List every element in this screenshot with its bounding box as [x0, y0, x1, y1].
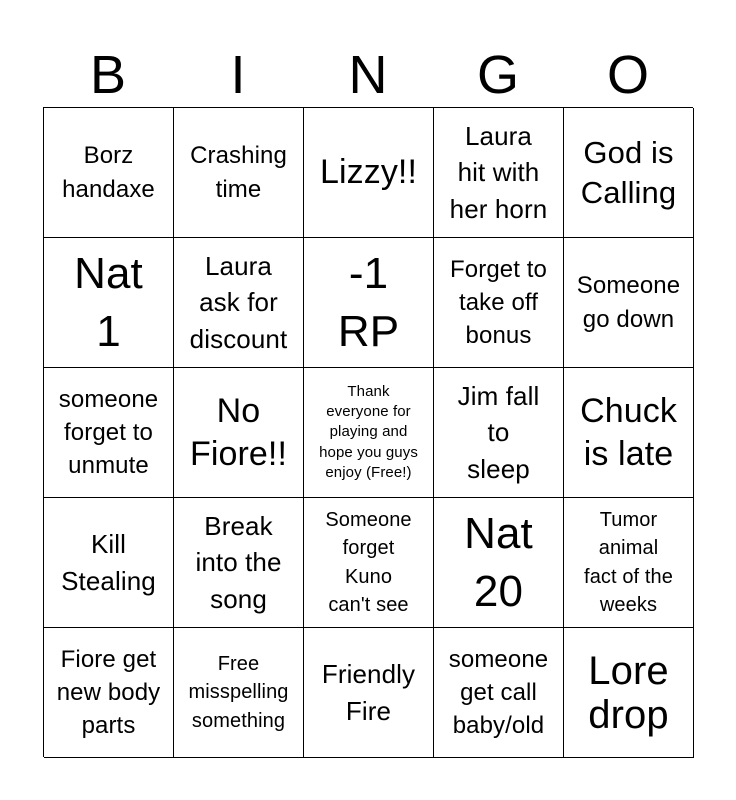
bingo-cell[interactable]	[44, 238, 174, 368]
bingo-cell[interactable]	[434, 238, 564, 368]
header-letter-n: N	[348, 45, 388, 105]
bingo-cell[interactable]	[44, 498, 174, 628]
bingo-cell[interactable]	[564, 498, 694, 628]
bingo-cell[interactable]	[434, 368, 564, 498]
bingo-cell[interactable]	[44, 108, 174, 238]
cell-label: someone get call baby/old	[448, 645, 549, 740]
cell-label: Free misspelling something	[188, 652, 289, 732]
cell-label: God is Calling	[580, 135, 677, 210]
header-letter-i: I	[230, 45, 246, 105]
bingo-cell[interactable]	[174, 368, 304, 498]
bingo-cell[interactable]	[434, 108, 564, 238]
bingo-cell[interactable]	[564, 108, 694, 238]
cell-label: No Fiore!!	[189, 392, 288, 473]
cell-label: Chuck is late	[580, 392, 677, 473]
header-letter-b: B	[89, 45, 127, 105]
bingo-cell[interactable]	[174, 498, 304, 628]
cell-label: Someone go down	[576, 272, 681, 333]
cell-label: Tumor animal fact of the weeks	[584, 508, 673, 616]
bingo-cell[interactable]	[174, 628, 304, 758]
cell-label: Borz handaxe	[62, 142, 155, 203]
cell-label: Jim fall to sleep	[457, 380, 540, 484]
cell-label: Break into the song	[195, 510, 282, 614]
cell-label: -1 RP	[337, 249, 400, 356]
bingo-cell[interactable]	[564, 238, 694, 368]
cell-label: Nat 20	[464, 509, 533, 616]
cell-label: Thank everyone for playing and hope you guys enjoy (Free!)	[319, 382, 418, 481]
bingo-cell[interactable]	[304, 498, 434, 628]
cell-label: Crashing time	[190, 142, 287, 203]
header-letter-g: G	[476, 45, 519, 105]
bingo-cell[interactable]	[564, 368, 694, 498]
cell-label: Lizzy!!	[319, 153, 418, 192]
header-letter-o: O	[606, 45, 649, 105]
bingo-cell[interactable]	[434, 628, 564, 758]
cell-label: Kill Stealing	[61, 529, 156, 596]
bingo-header	[43, 42, 693, 108]
bingo-cell[interactable]	[174, 108, 304, 238]
bingo-cell[interactable]	[304, 368, 434, 498]
cell-label: Nat 1	[74, 249, 143, 356]
bingo-cell[interactable]	[434, 498, 564, 628]
bingo-cell[interactable]	[304, 108, 434, 238]
cell-label: Laura ask for discount	[189, 250, 288, 354]
bingo-cell[interactable]	[174, 238, 304, 368]
bingo-cell[interactable]	[44, 628, 174, 758]
cell-label: Lore drop	[588, 648, 669, 737]
bingo-cell[interactable]	[44, 368, 174, 498]
cell-label: someone forget to unmute	[58, 385, 159, 480]
bingo-cell[interactable]	[304, 238, 434, 368]
bingo-cell[interactable]	[304, 628, 434, 758]
cell-label: Friendly Fire	[321, 659, 416, 726]
bingo-cell[interactable]	[564, 628, 694, 758]
cell-label: Someone forget Kuno can't see	[325, 508, 412, 616]
bingo-board	[43, 107, 693, 757]
cell-label: Laura hit with her horn	[449, 120, 548, 224]
cell-label: Forget to take off bonus	[450, 255, 547, 350]
cell-label: Fiore get new body parts	[56, 645, 161, 740]
